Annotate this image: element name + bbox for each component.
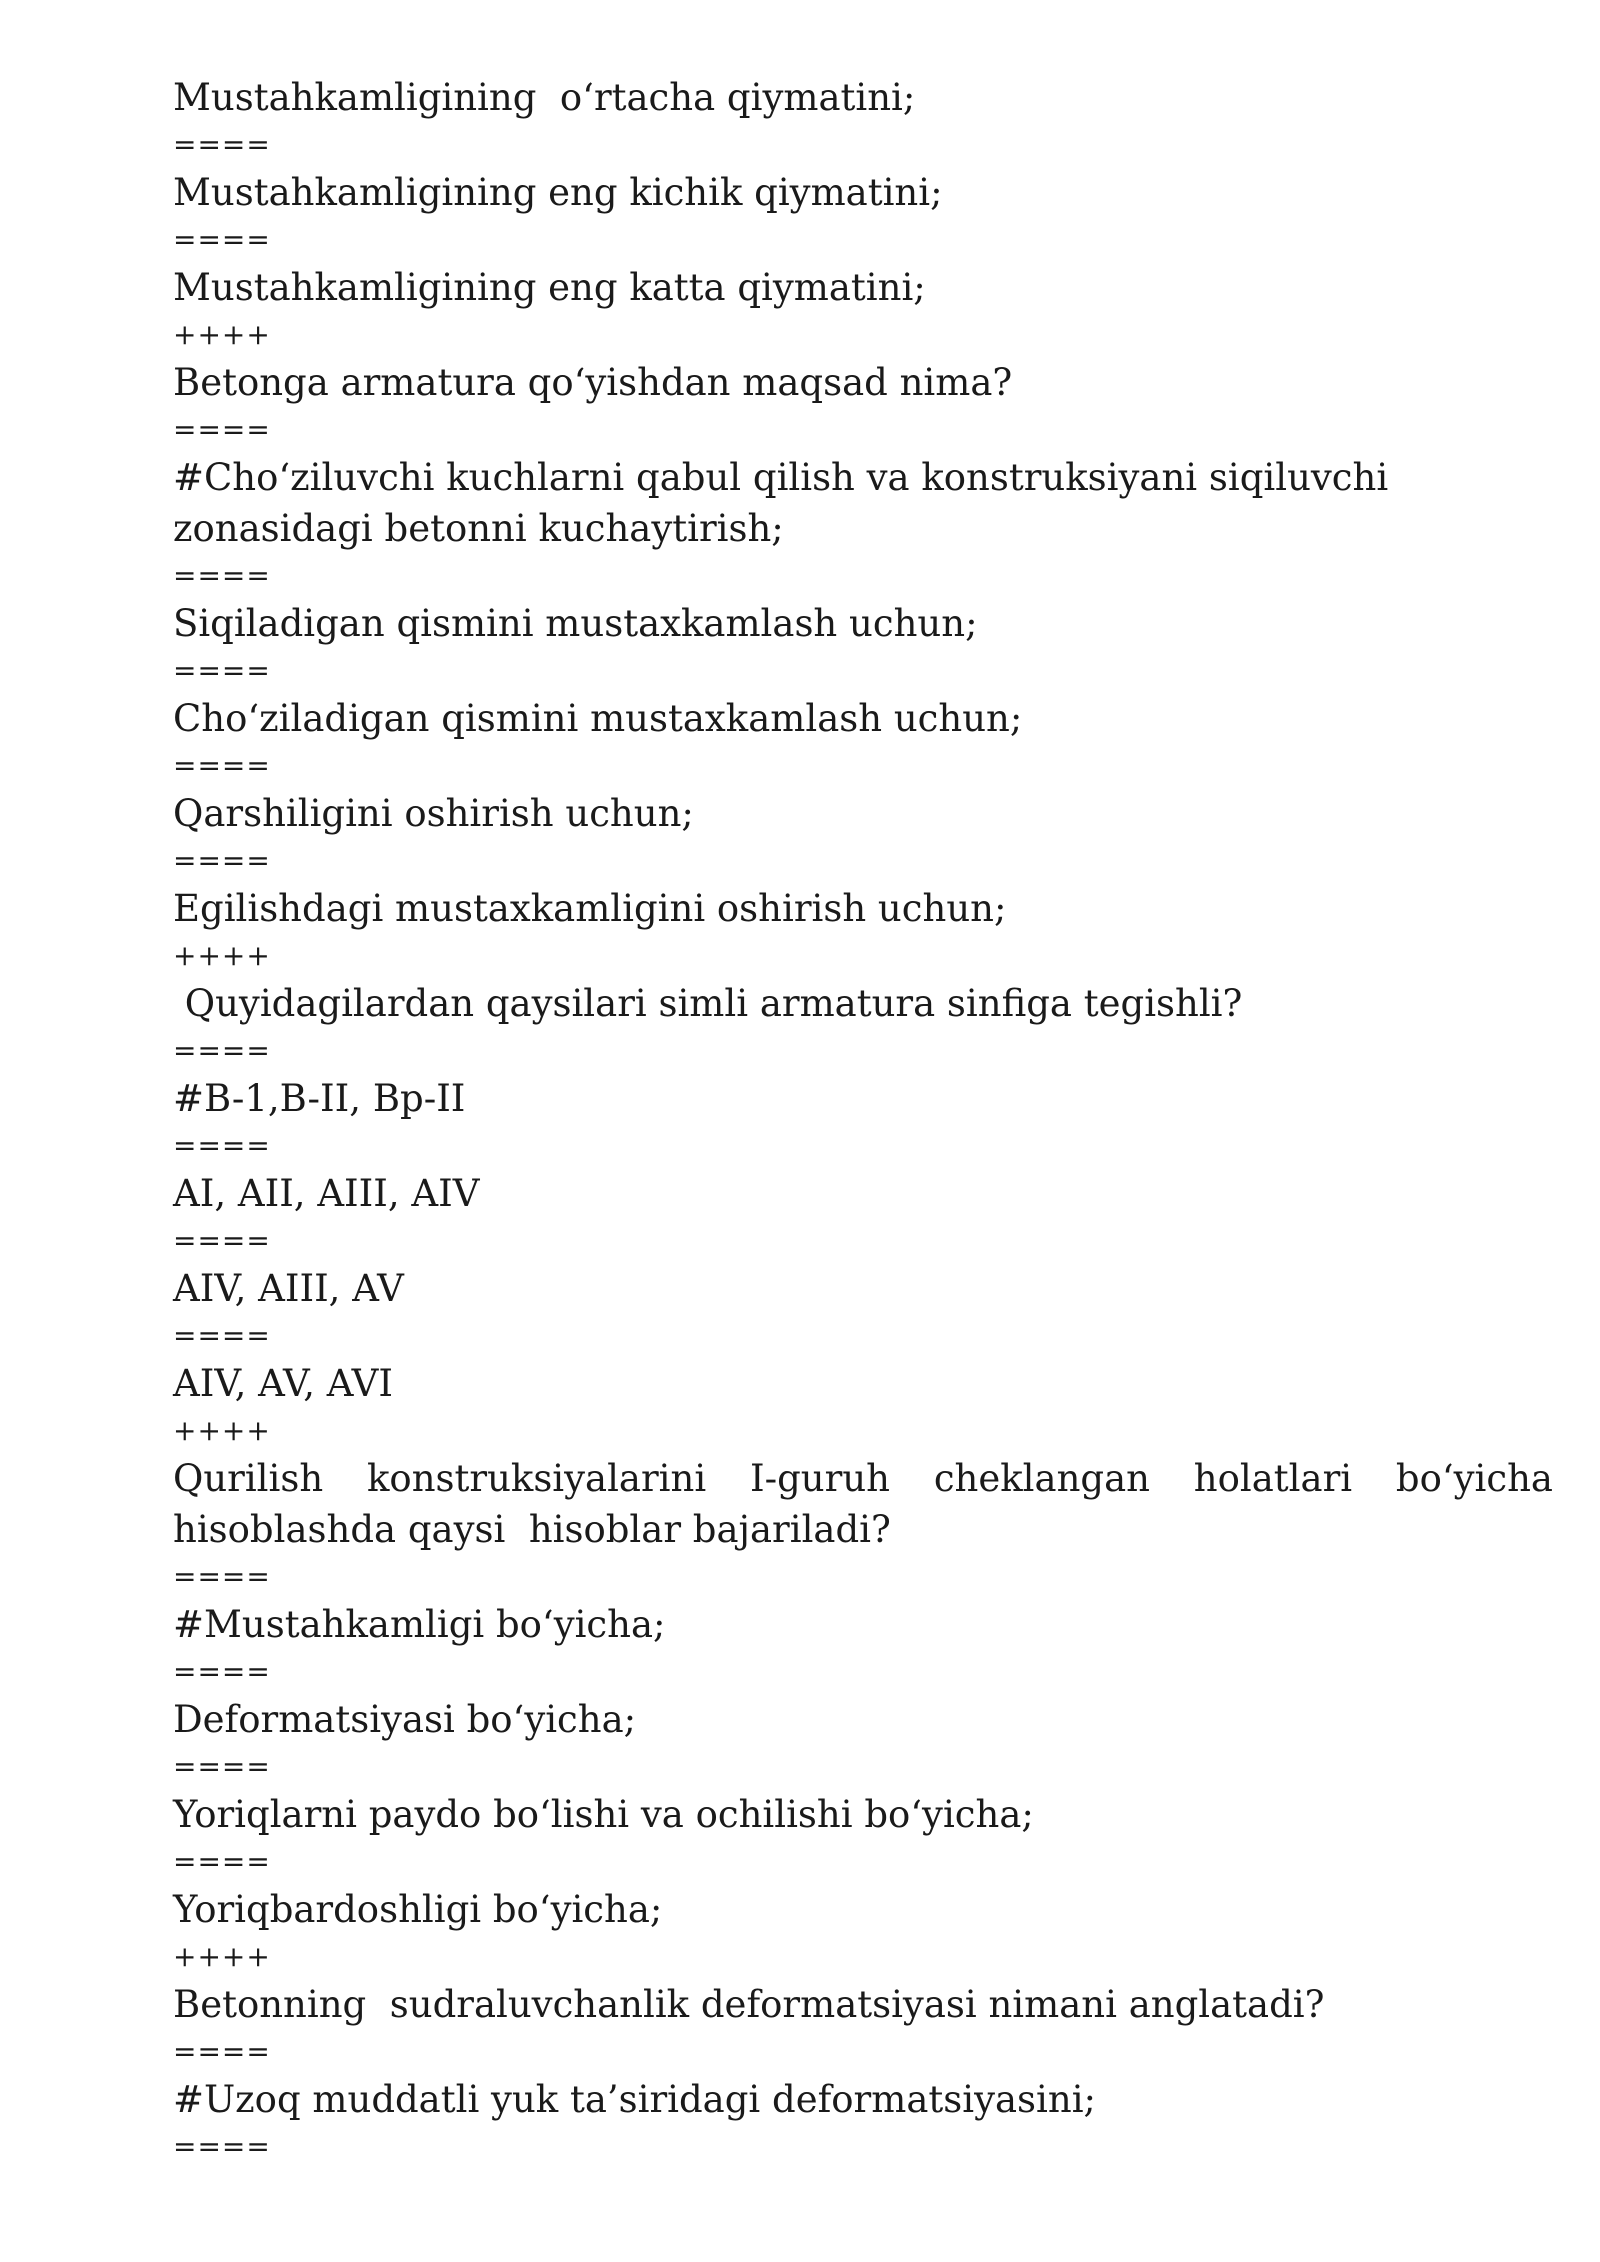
question-separator: ++++	[173, 939, 271, 972]
option-separator: ====	[173, 2130, 271, 2163]
text-line: #B-1,B-II, Bp-II	[173, 1077, 466, 1120]
document-body	[173, 72, 1565, 2169]
option-separator: ====	[173, 2035, 271, 2068]
text-line: Siqiladigan qismini mustaxkamlash uchun;	[173, 602, 978, 645]
text-line: #Uzoq muddatli yuk ta’siridagi deformatsiyasini;	[173, 2078, 1096, 2121]
option-separator: ====	[173, 844, 271, 877]
text-line: Yoriqlarni paydo bo‘lishi va ochilishi bo‘yicha;	[173, 1793, 1034, 1836]
question-separator: ++++	[173, 1414, 271, 1447]
option-separator: ====	[173, 223, 271, 256]
text-line: Betonga armatura qo‘yishdan maqsad nima?	[173, 361, 1013, 404]
option-separator: ====	[173, 1750, 271, 1783]
text-line: Cho‘ziladigan qismini mustaxkamlash uchun;	[173, 697, 1023, 740]
option-separator: ====	[173, 1224, 271, 1257]
option-separator: ====	[173, 1845, 271, 1878]
text-line: Egilishdagi mustaxkamligini oshirish uchun;	[173, 887, 1007, 930]
text-line: Yoriqbardoshligi bo‘yicha;	[173, 1888, 663, 1931]
option-separator: ====	[173, 1655, 271, 1688]
text-line: Quyidagilardan qaysilari simli armatura sinfiga tegishli?	[173, 982, 1243, 1025]
text-line: AI, AII, AIII, AIV	[173, 1172, 480, 1215]
option-separator: ====	[173, 749, 271, 782]
question-separator: ++++	[173, 1940, 271, 1973]
option-separator: ====	[173, 128, 271, 161]
text-line: Mustahkamligining o‘rtacha qiymatini;	[173, 76, 916, 119]
option-separator: ====	[173, 559, 271, 592]
text-line: Mustahkamligining eng kichik qiymatini;	[173, 171, 943, 214]
text-line: Mustahkamligining eng katta qiymatini;	[173, 266, 926, 309]
text-line: AIV, AIII, AV	[173, 1267, 404, 1310]
option-separator: ====	[173, 654, 271, 687]
text-line: AIV, AV, AVI	[173, 1362, 393, 1405]
text-line: #Cho‘ziluvchi kuchlarni qabul qilish va konstruksiyani siqiluvchi zonasidagi betonni kuchaytirish;	[173, 456, 1400, 550]
question-separator: ++++	[173, 318, 271, 351]
option-separator: ====	[173, 1034, 271, 1067]
option-separator: ====	[173, 1129, 271, 1162]
text-line: Qarshiligini oshirish uchun;	[173, 792, 694, 835]
text-line: #Mustahkamligi bo‘yicha;	[173, 1603, 666, 1646]
option-separator: ====	[173, 1560, 271, 1593]
option-separator: ====	[173, 413, 271, 446]
text-line: Deformatsiyasi bo‘yicha;	[173, 1698, 637, 1741]
text-line: Betonning sudraluvchanlik deformatsiyasi nimani anglatadi?	[173, 1983, 1325, 2026]
option-separator: ====	[173, 1319, 271, 1352]
text-line: Qurilish konstruksiyalarini I-guruh cheklangan holatlari bo‘yicha hisoblashda qaysi hisoblar bajariladi?	[173, 1457, 1565, 1551]
